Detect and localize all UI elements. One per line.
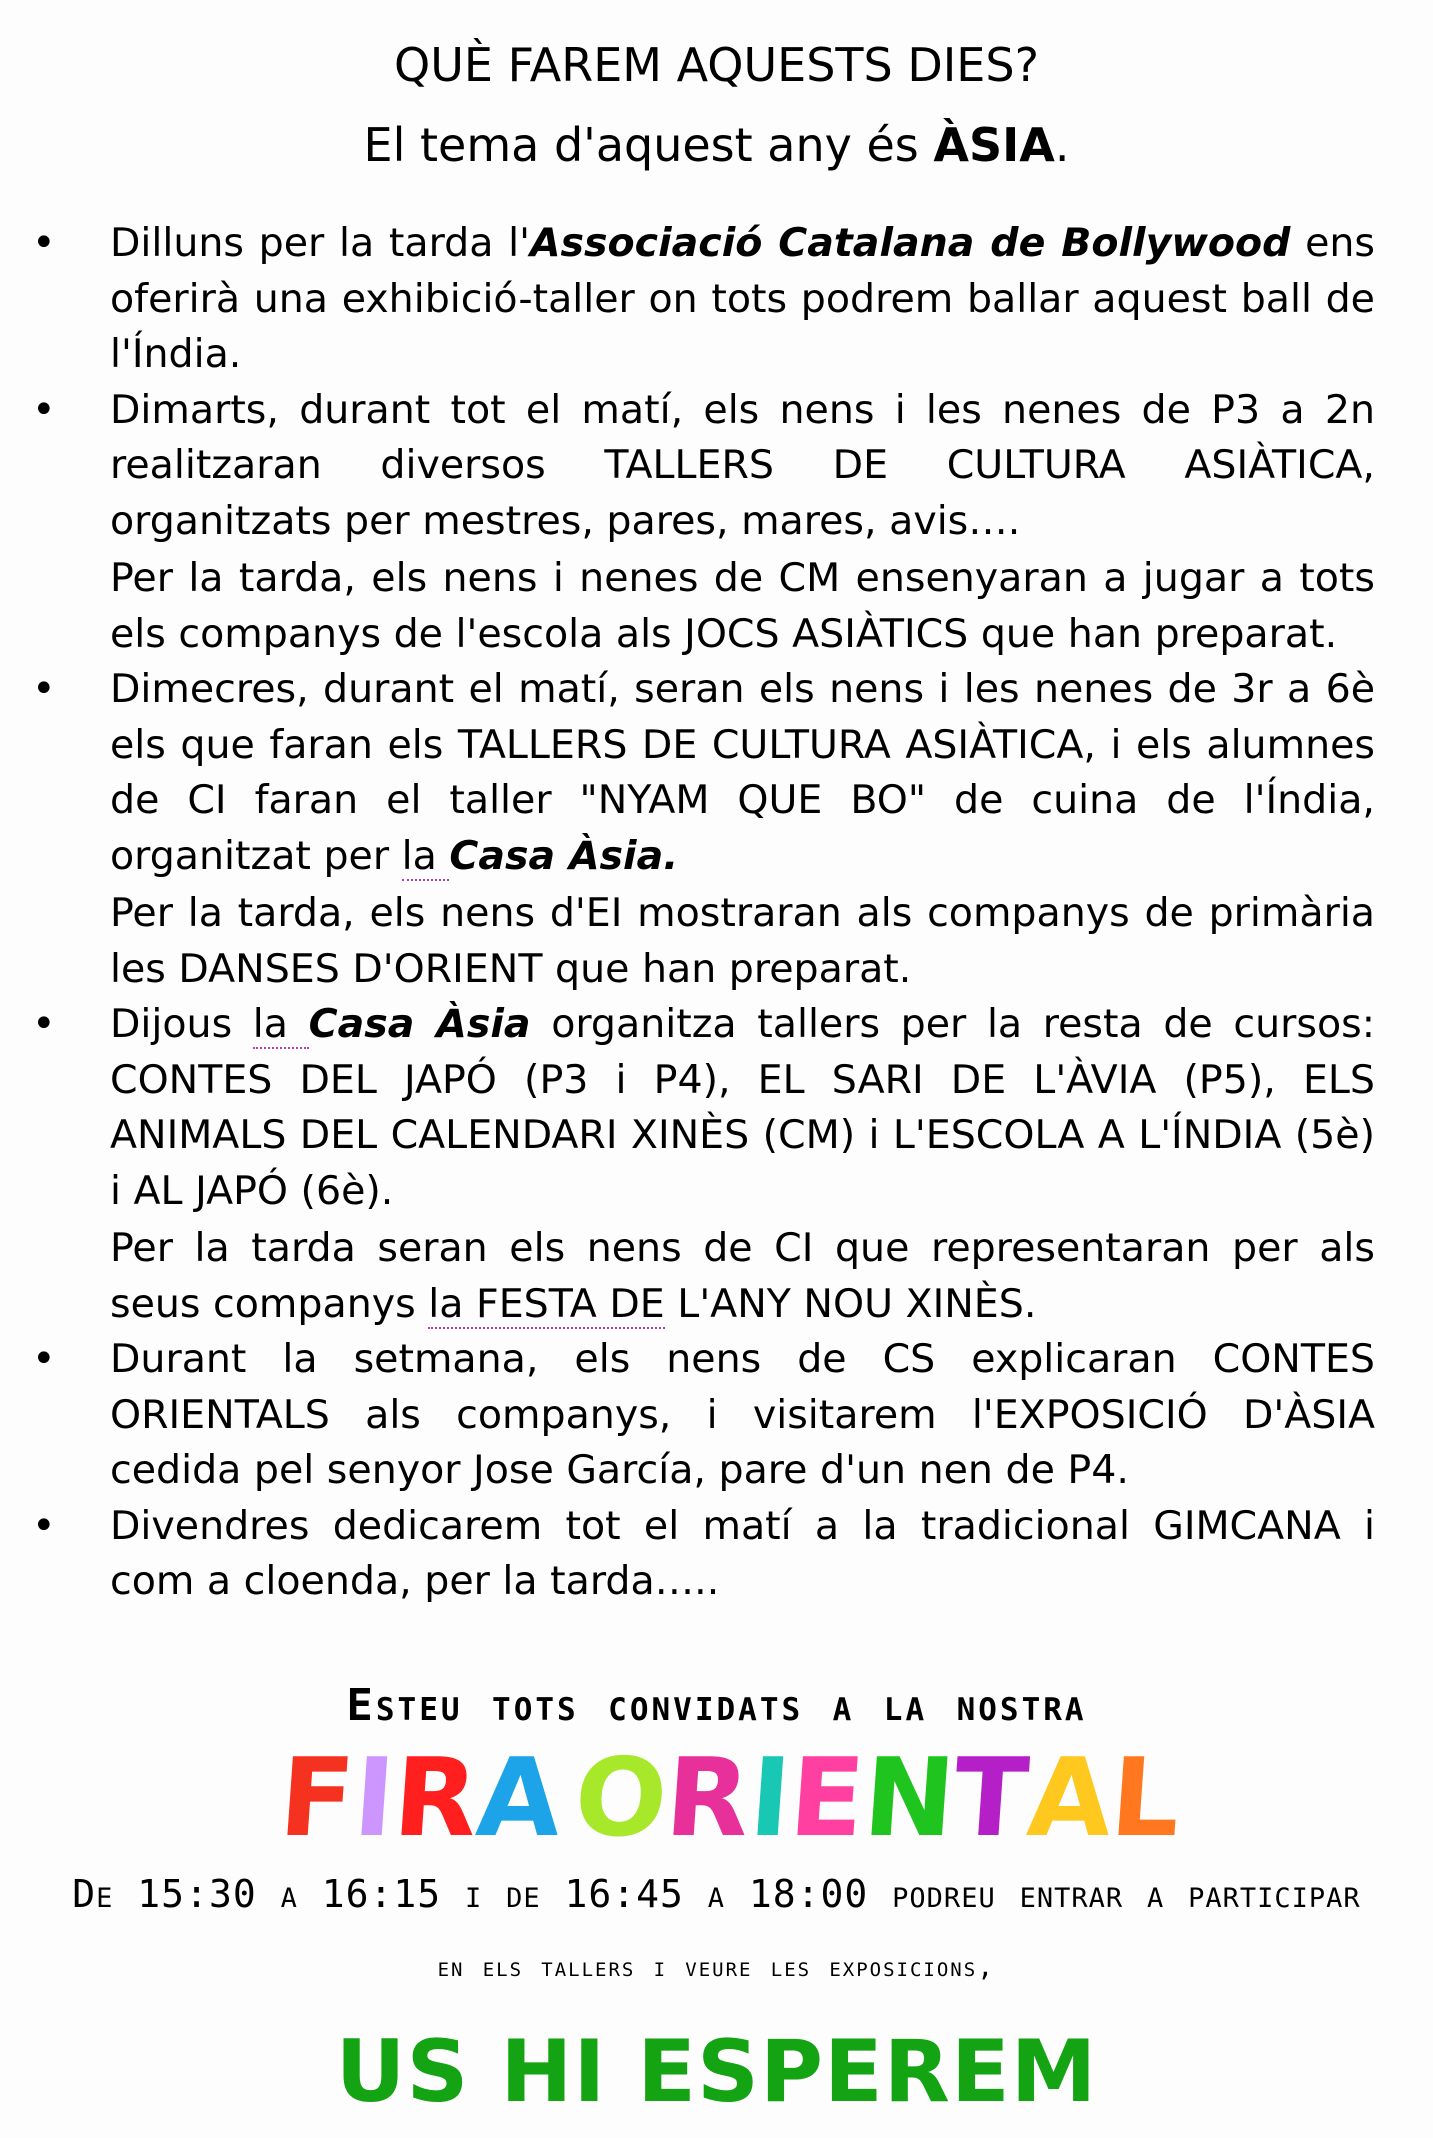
list-item bbox=[30, 383, 1375, 663]
fira-letter: A bbox=[472, 1736, 566, 1861]
bullet-icon: • bbox=[32, 386, 56, 433]
bullet-icon: • bbox=[32, 666, 56, 712]
list-item bbox=[30, 1332, 1375, 1499]
emphasis-text: Casa Àsia. bbox=[449, 832, 679, 879]
invitation-line: Esteu tots convidats a la nostra bbox=[346, 1680, 1087, 1731]
list-item bbox=[30, 1499, 1375, 1610]
item-text: organitza tallers per la resta de cursos: CONTES DEL JAPÓ (P3 i P4), EL SARI DE L'ÀVIA (P5), ELS ANIMALS DEL CALENDARI XINÈS (CM) i L'ESCOLA A L'ÍNDIA (5è) i AL JAPÓ (6è). bbox=[110, 1001, 1375, 1214]
bullet-icon: • bbox=[32, 1502, 56, 1549]
tallers-line: en els tallers i veure les exposicions, bbox=[437, 1952, 996, 1983]
hours-line: De 15:30 a 16:15 i de 16:45 a 18:00 podreu entrar a participar bbox=[72, 1872, 1361, 1916]
item-paragraph bbox=[110, 383, 1375, 550]
fira-letter: I bbox=[349, 1736, 399, 1861]
item-text: Per la tarda, els nens d'EI mostraran als companys de primària les DANSES D'ORIENT que han preparat. bbox=[110, 890, 1375, 992]
item-text: Dimecres, durant el matí, seran els nens i les nenes de 3r a 6è els que faran els TALLERS DE CULTURA ASIÀTICA, i els alumnes de CI faran el taller "NYAM QUE BO" de cuina de l'Índia, organitzat per bbox=[110, 666, 1375, 879]
item-paragraph bbox=[110, 886, 1375, 997]
fira-letter: E bbox=[785, 1736, 868, 1861]
dotted-underline-text: la FESTA DE bbox=[428, 1280, 665, 1327]
theme-prefix: El tema d'aquest any és bbox=[363, 118, 934, 172]
item-paragraph bbox=[110, 1499, 1375, 1610]
fira-letter: R bbox=[389, 1736, 482, 1861]
item-text: ens oferirà una exhibició-taller on tots podrem ballar aquest ball de l'Índia. bbox=[110, 220, 1376, 377]
list-item bbox=[30, 216, 1375, 383]
item-text: Per la tarda, els nens i nenes de CM ensenyaran a jugar a tots els companys de l'escola als JOCS ASIÀTICS que han preparat. bbox=[110, 555, 1375, 657]
activities-list bbox=[30, 216, 1375, 1610]
list-item bbox=[30, 997, 1375, 1332]
closing-line: US HI ESPEREM bbox=[335, 2022, 1098, 2122]
emphasis-text: Casa Àsia bbox=[308, 1001, 531, 1047]
item-text: Dijous bbox=[110, 1001, 253, 1047]
item-paragraph bbox=[110, 1221, 1375, 1332]
fira-letter: F bbox=[275, 1736, 359, 1861]
page-title: QUÈ FAREM AQUESTS DIES? bbox=[394, 38, 1039, 92]
dotted-underline-text: la bbox=[401, 832, 450, 879]
dotted-underline-text: la bbox=[252, 1001, 309, 1047]
bullet-icon: • bbox=[32, 1001, 56, 1047]
fira-letter: I bbox=[745, 1736, 795, 1861]
item-paragraph bbox=[110, 216, 1375, 383]
item-paragraph bbox=[110, 551, 1375, 662]
fira-oriental-title bbox=[275, 1736, 1185, 1861]
theme-word: ÀSIA bbox=[933, 118, 1055, 172]
emphasis-text: Associació Catalana de Bollywood bbox=[529, 220, 1291, 266]
fira-letter: T bbox=[949, 1736, 1032, 1861]
fira-letter: N bbox=[859, 1736, 959, 1861]
item-paragraph bbox=[110, 997, 1375, 1219]
list-item bbox=[30, 662, 1375, 997]
fira-letter: O bbox=[570, 1736, 671, 1861]
bullet-icon: • bbox=[32, 220, 56, 266]
item-text: Per la tarda seran els nens de CI que representaran per als seus companys bbox=[110, 1225, 1375, 1327]
item-paragraph bbox=[110, 662, 1375, 884]
item-text: Durant la setmana, els nens de CS explicaran CONTES ORIENTALS als companys, i visitarem l'EXPOSICIÓ D'ÀSIA cedida pel senyor Jose García, pare d'un nen de P4. bbox=[110, 1336, 1375, 1493]
item-text: L'ANY NOU XINÈS. bbox=[664, 1280, 1037, 1327]
item-text: Dilluns per la tarda l' bbox=[110, 220, 530, 266]
theme-line bbox=[0, 118, 1433, 172]
fira-letter: A bbox=[1023, 1736, 1116, 1861]
bullet-icon: • bbox=[32, 1336, 56, 1382]
item-text: Divendres dedicarem tot el matí a la tradicional GIMCANA i com a cloenda, per la tarda….. bbox=[110, 1502, 1375, 1604]
fira-letter: R bbox=[662, 1736, 754, 1861]
item-paragraph bbox=[110, 1332, 1375, 1499]
fira-letter: L bbox=[1106, 1736, 1185, 1861]
theme-suffix: . bbox=[1054, 118, 1070, 172]
item-text: Dimarts, durant tot el matí, els nens i les nenes de P3 a 2n realitzaran diversos TALLERS DE CULTURA ASIÀTICA, organitzats per mestres, pares, mares, avis…. bbox=[110, 386, 1375, 544]
